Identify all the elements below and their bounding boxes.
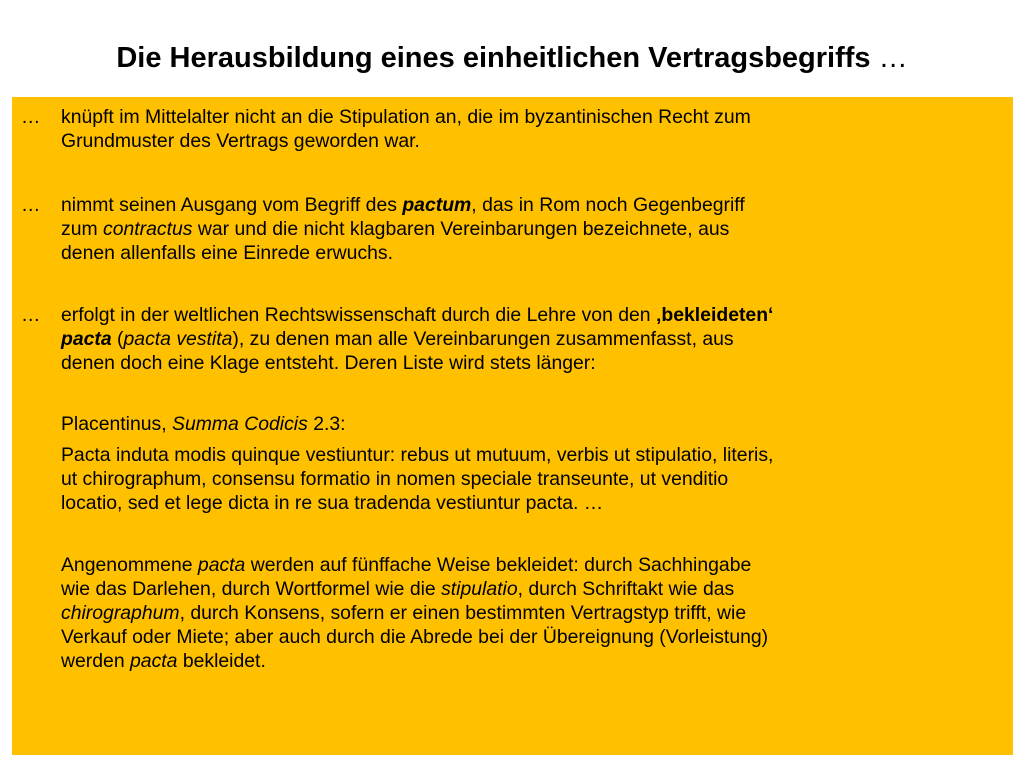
term-pacta: pacta: [61, 328, 112, 350]
text-run: (: [111, 328, 124, 350]
text-run: Angenommene: [61, 554, 198, 576]
term-pacta-vestita: pacta vestita: [123, 328, 233, 350]
text-line: [61, 303, 1011, 327]
citation-work: Summa Codicis: [172, 413, 308, 435]
text-run: , durch Schriftakt wie das: [517, 578, 735, 600]
slide-title-text: Die Herausbildung eines einheitlichen Vertragsbegriffs: [116, 42, 871, 74]
term-contractus: contractus: [103, 218, 193, 240]
text-run: , das in Rom noch Gegenbegriff: [471, 194, 745, 216]
summary-text: [61, 553, 1011, 673]
term-bekleideten: ‚bekleideten‘: [655, 304, 774, 326]
text-line: denen allenfalls eine Einrede erwuchs.: [61, 242, 394, 264]
text-line: [61, 412, 1011, 436]
text-run: zum: [61, 218, 104, 240]
citation-text: [61, 412, 1011, 436]
text-run: war und die nicht klagbaren Vereinbarungen bezeichnete, aus: [192, 218, 730, 240]
bullet-text: [61, 303, 1011, 375]
text-run: erfolgt in der weltlichen Rechtswissenschaft durch die Lehre von den: [61, 304, 656, 326]
bullet-text: [61, 105, 1011, 153]
text-run: bekleidet.: [177, 650, 266, 672]
text-line: [61, 649, 1011, 673]
term-pacta: pacta: [197, 554, 246, 576]
text-line: knüpft im Mittelalter nicht an die Stipulation an, die im byzantinischen Recht zum: [61, 106, 751, 128]
term-stipulatio: stipulatio: [441, 578, 518, 600]
slide-title-ellipsis: …: [870, 42, 908, 74]
slide-title: [0, 40, 1024, 76]
bullet-marker: …: [21, 106, 41, 128]
content-box: [12, 97, 1013, 755]
term-pacta: pacta: [130, 650, 178, 672]
text-run: nimmt seinen Ausgang vom Begriff des: [61, 194, 403, 216]
quote-text: [61, 443, 1011, 515]
text-line: [61, 217, 1011, 241]
text-line: [61, 193, 1011, 217]
text-line: Grundmuster des Vertrags geworden war.: [61, 130, 420, 152]
text-run: wie das Darlehen, durch Wortformel wie die: [61, 578, 442, 600]
bullet-text: [61, 193, 1011, 265]
text-run: , durch Konsens, sofern er einen bestimmten Vertragstyp trifft, wie: [179, 602, 747, 624]
text-line: [61, 327, 1011, 351]
term-pactum: pactum: [402, 194, 472, 216]
text-line: denen doch eine Klage entsteht. Deren Liste wird stets länger:: [61, 352, 596, 374]
text-line: ut chirographum, consensu formatio in nomen speciale transeunte, ut venditio: [61, 468, 729, 490]
text-line: locatio, sed et lege dicta in re sua tradenda vestiuntur pacta. …: [61, 492, 604, 514]
citation-author: Placentinus,: [61, 413, 173, 435]
text-line: [61, 601, 1011, 625]
text-line: [61, 553, 1011, 577]
term-chirographum: chirographum: [61, 602, 180, 624]
text-line: Verkauf oder Miete; aber auch durch die Abrede bei der Übereignung (Vorleistung): [61, 626, 769, 648]
text-line: Pacta induta modis quinque vestiuntur: rebus ut mutuum, verbis ut stipulatio, literis,: [61, 444, 774, 466]
text-run: werden: [61, 650, 130, 672]
text-run: ), zu denen man alle Vereinbarungen zusammenfasst, aus: [232, 328, 734, 350]
text-line: [61, 577, 1011, 601]
citation-ref: 2.3:: [307, 413, 346, 435]
bullet-marker: …: [21, 194, 41, 216]
bullet-marker: …: [21, 304, 41, 326]
text-run: werden auf fünffache Weise bekleidet: durch Sachhingabe: [245, 554, 752, 576]
